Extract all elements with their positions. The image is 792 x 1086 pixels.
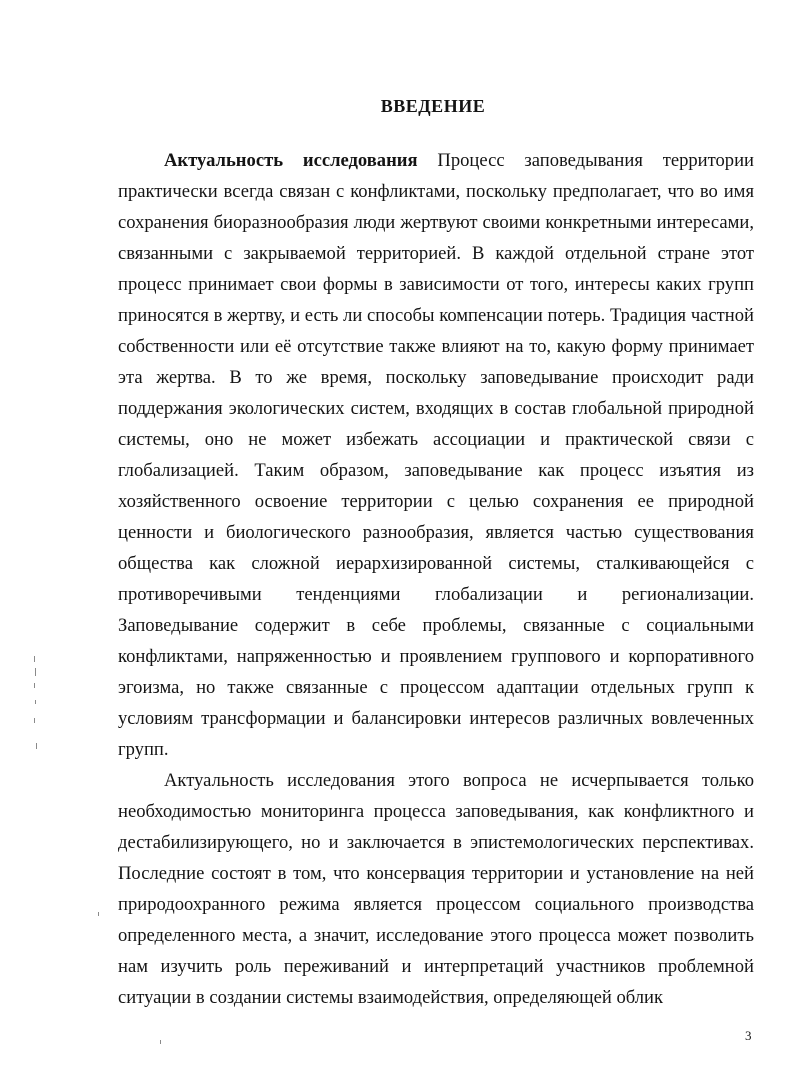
scan-mark: [34, 656, 35, 662]
scan-mark: [36, 743, 37, 749]
page-title: ВВЕДЕНИЕ: [380, 96, 486, 116]
paragraph-1: [118, 145, 754, 765]
scan-mark: [34, 683, 35, 688]
scan-mark: [35, 700, 36, 704]
scan-mark: [35, 668, 36, 676]
paragraph-2-text: Актуальность исследования этого вопроса не исчерпывается только необходимостью мониторинга процесса заповедывания, как конфликтного и дестабилизирующего, но и заключается в эпистемологических перспективах. Последние состоят в том, что консервация территории и установление на ней природоохранного режима является процессом социального производства определенного места, а значит, исследование этого процесса может позволить нам изучить роль переживаний и интерпретаций участников проблемной ситуации в создании системы взаимодействия, определяющей облик: [118, 770, 754, 1008]
paragraph-1-text: Процесс заповедывания территории практически всегда связан с конфликтами, поскольку предполагает, что во имя сохранения биоразнообразия люди жертвуют своими конкретными интересами, связанными с закрываемой территорией. В каждой отдельной стране этот процесс принимает свои формы в зависимости от того, интересы каких групп приносятся в жертву, и есть ли способы компенсации потерь. Традиция частной собственности или её отсутствие также влияют на то, какую форму принимает эта жертва. В то же время, поскольку заповедывание происходит ради поддержания экологических систем, входящих в состав глобальной природной системы, оно не может избежать ассоциации и практической связи с глобализацией. Таким образом, заповедывание как процесс изъятия из хозяйственного освоение территории с целью сохранения ее природной ценности и биологического разнообразия, является частью существования общества как сложной иерархизированной системы, сталкивающейся с противоречивыми тенденциями глобализации и регионализации. Заповедывание содержит в себе проблемы, связанные с социальными конфликтами, напряженностью и проявлением группового и корпоративного эгоизма, но также связанные с процессом адаптации отдельных групп к условиям трансформации и балансировки интересов различных вовлеченных групп.: [118, 150, 754, 760]
scan-mark: [160, 1040, 161, 1044]
scan-mark: [98, 912, 99, 916]
page-number: 3: [745, 1028, 752, 1043]
paragraph-1-lead: Актуальность исследования: [164, 150, 418, 171]
scan-mark: [34, 718, 35, 723]
paragraph-2: [118, 765, 754, 1013]
body-text: [118, 145, 754, 1013]
